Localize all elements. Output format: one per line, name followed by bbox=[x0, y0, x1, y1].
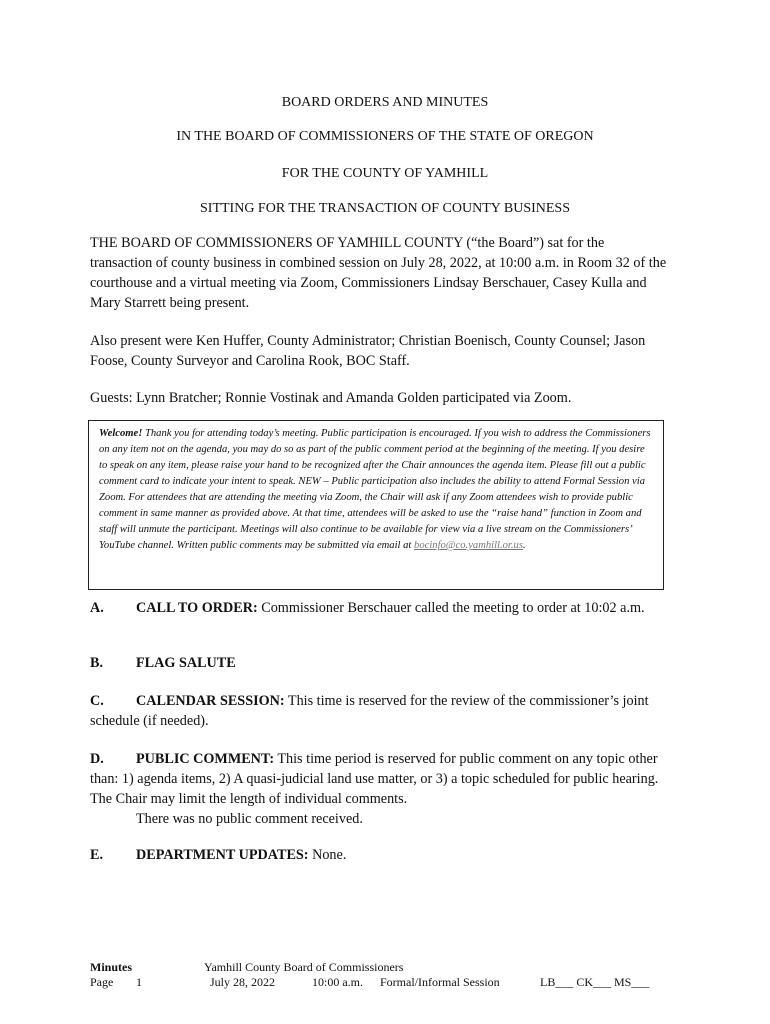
welcome-body: Thank you for attending today’s meeting. Public participation is encouraged. If you wish to address the Commissioners on any item not on the agenda, you may do so as part of the public comment period at the beginning of the meeting. If you desire to speak on any item, please raise your hand to be recognized after the Chair announces the agenda item. Please fill out a public comment card to indicate your intent to speak. NEW – Public participation also includes the ability to attend Formal Session via Zoom. For attendees that are attending the meeting via Zoom, the Chair will ask if any Zoom attendees wish to provide public comment in same manner as provided above. At that time, attendees will be asked to use the “raise hand” function in Zoom and staff will unmute the participant. Meetings will also continue to be available for view via a live stream on the Commissioners’ YouTube channel. Written public comments may be submitted via email at bbox=[99, 428, 651, 551]
section-d-letter: D. bbox=[90, 751, 104, 767]
welcome-lead: Welcome! bbox=[99, 428, 143, 439]
email-link[interactable]: bocinfo@co.yamhill.or.us bbox=[414, 540, 523, 551]
section-d-text: This time period is reserved for public comment on any topic other than: 1) agenda items, 2) A quasi-judicial land use matter, or 3) a topic scheduled for public hearing. The Chair may limit the length of individual comments. bbox=[90, 751, 659, 807]
footer-page-number: 1 bbox=[136, 975, 142, 989]
attendees-paragraph: Also present were Ken Huffer, County Administrator; Christian Boenisch, County Counsel; Jason Foose, County Surveyor and Carolina Rook, BOC Staff. bbox=[90, 333, 646, 369]
header-county: FOR THE COUNTY OF YAMHILL bbox=[281, 166, 489, 181]
section-a-title: CALL TO ORDER: bbox=[136, 600, 258, 616]
footer-session: Formal/Informal Session bbox=[380, 975, 500, 989]
footer-org: Yamhill County Board of Commissioners bbox=[204, 960, 404, 974]
section-d bbox=[90, 749, 670, 829]
footer-page-label: Page bbox=[90, 975, 114, 989]
section-c-letter: C. bbox=[90, 693, 104, 709]
section-e-letter: E. bbox=[90, 847, 104, 863]
footer-initials: LB___ CK___ MS___ bbox=[540, 975, 650, 989]
welcome-end: . bbox=[522, 540, 526, 551]
section-a bbox=[90, 598, 670, 618]
footer-time: 10:00 a.m. bbox=[312, 975, 363, 989]
section-d-note: There was no public comment received. bbox=[136, 811, 363, 827]
footer-label: Minutes bbox=[90, 960, 132, 974]
section-c-text: This time is reserved for the review of the commissioner’s joint schedule (if needed). bbox=[90, 693, 649, 729]
section-e-text: None. bbox=[308, 847, 347, 863]
header-board: IN THE BOARD OF COMMISSIONERS OF THE STATE OF OREGON bbox=[176, 129, 594, 144]
section-a-text: Commissioner Berschauer called the meeting to order at 10:02 a.m. bbox=[257, 600, 645, 616]
section-b bbox=[90, 653, 670, 673]
section-a-letter: A. bbox=[90, 600, 104, 616]
welcome-notice-box bbox=[88, 420, 664, 590]
section-b-letter: B. bbox=[90, 655, 104, 671]
section-d-title: PUBLIC COMMENT: bbox=[136, 751, 275, 767]
header-sitting: SITTING FOR THE TRANSACTION OF COUNTY BUSINESS bbox=[200, 201, 570, 216]
header-title: BOARD ORDERS AND MINUTES bbox=[281, 95, 489, 110]
section-b-title: FLAG SALUTE bbox=[136, 655, 236, 671]
section-c-title: CALENDAR SESSION: bbox=[136, 693, 285, 709]
guests-paragraph: Guests: Lynn Bratcher; Ronnie Vostinak and Amanda Golden participated via Zoom. bbox=[90, 390, 572, 406]
footer-date: July 28, 2022 bbox=[210, 975, 276, 989]
section-c bbox=[90, 691, 670, 731]
intro-paragraph: THE BOARD OF COMMISSIONERS OF YAMHILL COUNTY (“the Board”) sat for the transaction of county business in combined session on July 28, 2022, at 10:00 a.m. in Room 32 of the courthouse and a virtual meeting via Zoom, Commissioners Lindsay Berschauer, Casey Kulla and Mary Starrett being present. bbox=[90, 235, 667, 311]
section-e bbox=[90, 845, 670, 865]
section-e-title: DEPARTMENT UPDATES: bbox=[136, 847, 309, 863]
